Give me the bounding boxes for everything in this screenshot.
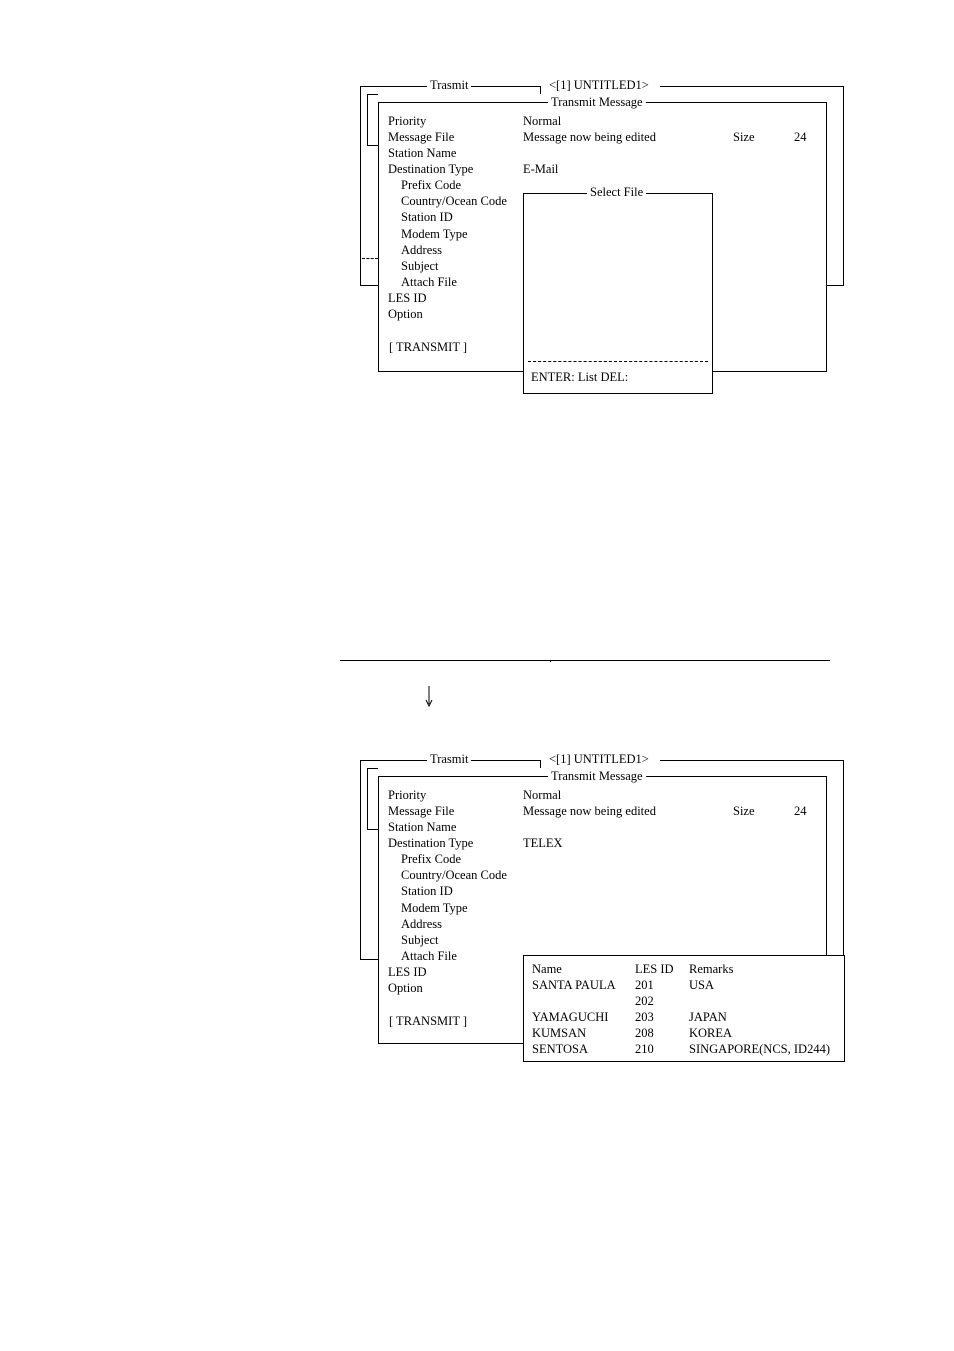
table-row[interactable] — [532, 1041, 830, 1057]
les-list-header-row — [532, 961, 830, 977]
les-remarks: USA — [689, 978, 715, 992]
priority-value[interactable]: Normal — [523, 114, 562, 128]
document-title: <[1] UNTITLED1> — [546, 78, 652, 92]
destination-type-label: Destination Type — [388, 162, 474, 176]
les-name: KUMSAN — [532, 1026, 587, 1040]
les-remarks: JAPAN — [689, 1010, 727, 1024]
attach-file-label: Attach File — [401, 275, 457, 289]
screen-telex-les-list — [0, 674, 954, 1074]
les-list-table — [532, 961, 830, 1057]
table-row[interactable] — [532, 1009, 830, 1025]
modem-type-label: Modem Type — [401, 227, 468, 241]
message-file-label: Message File — [388, 130, 455, 144]
message-file-value[interactable]: Message now being edited — [523, 130, 656, 144]
table-row[interactable] — [532, 977, 830, 993]
address-label: Address — [401, 243, 442, 257]
country-ocean-code-label: Country/Ocean Code — [401, 194, 507, 208]
option-label: Option — [388, 307, 423, 321]
les-id-label: LES ID — [388, 291, 427, 305]
les-name: YAMAGUCHI — [532, 1010, 609, 1024]
priority-label: Priority — [388, 114, 427, 128]
section-divider — [340, 660, 830, 661]
screen-email-select-file — [0, 0, 954, 420]
prefix-code-label: Prefix Code — [401, 178, 462, 192]
column-header-name: Name — [532, 962, 562, 976]
transmit-button[interactable]: [ TRANSMIT ] — [389, 1014, 468, 1028]
les-id: 201 — [635, 978, 654, 992]
document-title: <[1] UNTITLED1> — [546, 752, 652, 766]
message-file-label: Message File — [388, 804, 455, 818]
option-label: Option — [388, 981, 423, 995]
destination-type-label: Destination Type — [388, 836, 474, 850]
station-id-label: Station ID — [401, 210, 453, 224]
table-row[interactable] — [532, 1025, 830, 1041]
size-label: Size — [733, 804, 755, 818]
transmit-button[interactable]: [ TRANSMIT ] — [389, 340, 468, 354]
les-id: 208 — [635, 1026, 654, 1040]
transmit-message-title: Transmit Message — [548, 769, 646, 783]
size-value: 24 — [794, 804, 807, 818]
size-value: 24 — [794, 130, 807, 144]
les-id: 210 — [635, 1042, 654, 1056]
modem-type-label: Modem Type — [401, 901, 468, 915]
les-name: SANTA PAULA — [532, 978, 616, 992]
les-id-label: LES ID — [388, 965, 427, 979]
select-file-divider — [528, 361, 708, 362]
station-name-label: Station Name — [388, 820, 457, 834]
station-name-label: Station Name — [388, 146, 457, 160]
les-list-window — [523, 955, 845, 1062]
les-id: 202 — [635, 994, 654, 1008]
transmit-menu-title: Trasmit — [427, 78, 471, 92]
priority-value[interactable]: Normal — [523, 788, 562, 802]
les-remarks: KOREA — [689, 1026, 733, 1040]
destination-type-value[interactable]: E-Mail — [523, 162, 559, 176]
address-label: Address — [401, 917, 442, 931]
table-row[interactable] — [532, 993, 830, 1009]
destination-type-value[interactable]: TELEX — [523, 836, 563, 850]
prefix-code-label: Prefix Code — [401, 852, 462, 866]
column-header-remarks: Remarks — [689, 962, 734, 976]
transmit-message-title: Transmit Message — [548, 95, 646, 109]
select-file-title: Select File — [587, 185, 646, 199]
les-name: SENTOSA — [532, 1042, 589, 1056]
subject-label: Subject — [401, 259, 439, 273]
message-file-value[interactable]: Message now being edited — [523, 804, 656, 818]
priority-label: Priority — [388, 788, 427, 802]
attach-file-label: Attach File — [401, 949, 457, 963]
station-id-label: Station ID — [401, 884, 453, 898]
les-name — [532, 993, 635, 1009]
column-header-les-id: LES ID — [635, 962, 674, 976]
les-remarks — [689, 993, 830, 1009]
select-file-footer: ENTER: List DEL: — [531, 370, 629, 384]
select-file-window — [523, 193, 713, 394]
transmit-menu-title: Trasmit — [427, 752, 471, 766]
les-remarks: SINGAPORE(NCS, ID244) — [689, 1042, 830, 1056]
les-id: 203 — [635, 1010, 654, 1024]
country-ocean-code-label: Country/Ocean Code — [401, 868, 507, 882]
size-label: Size — [733, 130, 755, 144]
subject-label: Subject — [401, 933, 439, 947]
